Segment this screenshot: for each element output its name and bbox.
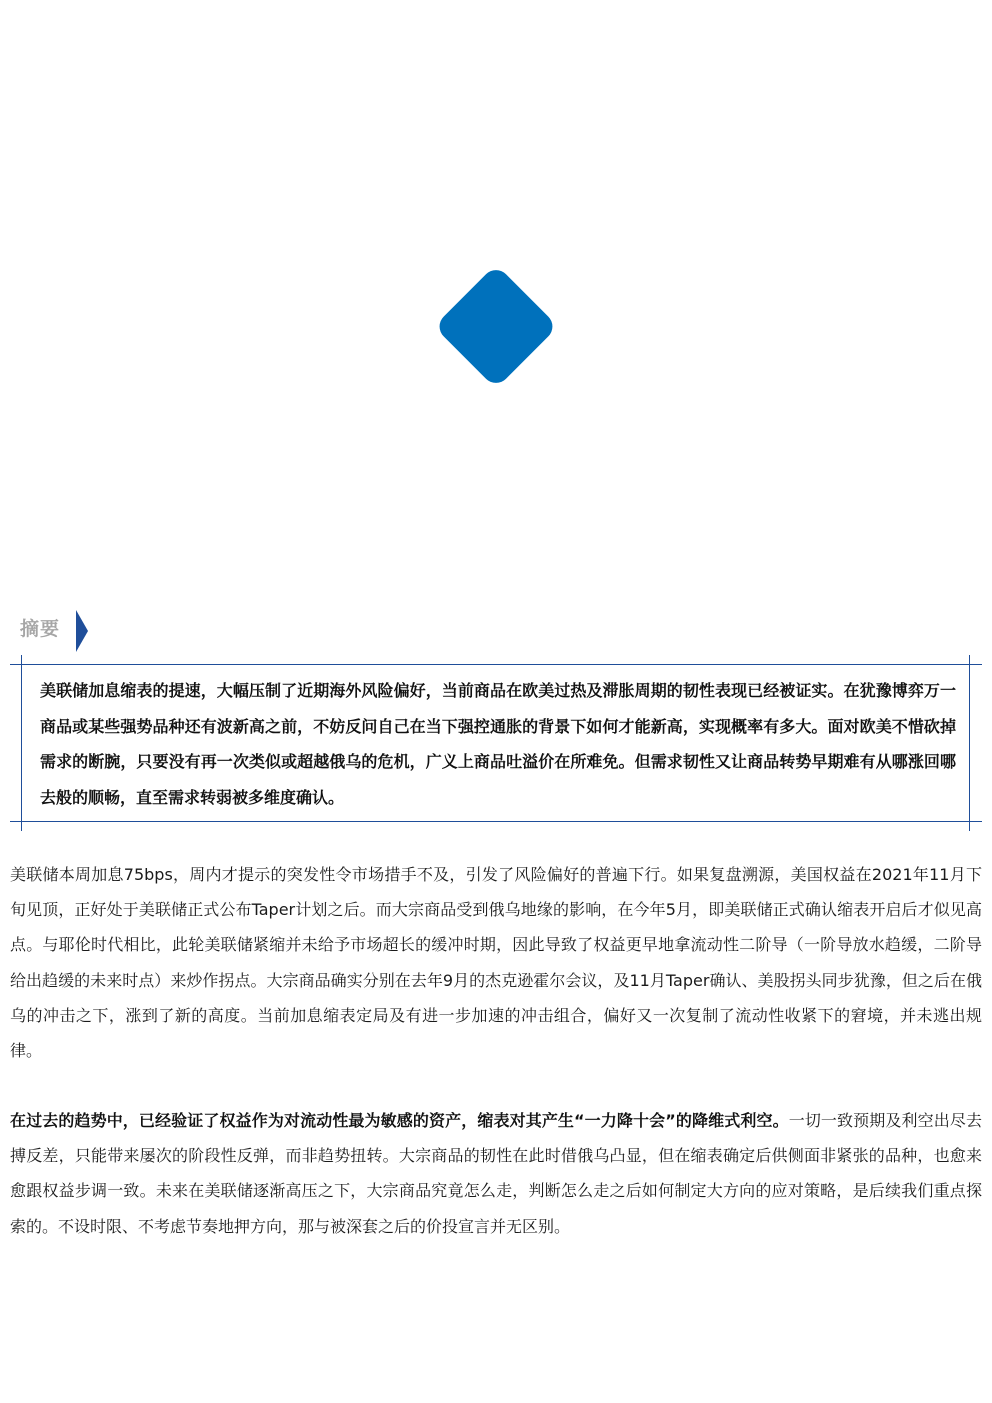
abstract-right-rule xyxy=(969,655,970,831)
abstract-label: 摘要 xyxy=(20,618,61,640)
abstract-box xyxy=(10,655,982,831)
body-paragraph-1: 美联储本周加息75bps，周内才提示的突发性令市场措手不及，引发了风险偏好的普遍下行。如果复盘溯源，美国权益在2021年11月下旬见顶，正好处于美联储正式公布Taper计划之后。而大宗商品受到俄乌地缘的影响，在今年5月，即美联储正式确认缩表开启后才似见高点。与耶伦时代相比，此轮美联储紧缩并未给予市场超长的缓冲时期，因此导致了权益更早地拿流动性二阶导（一阶导放水趋缓，二阶导给出趋缓的未来时点）来炒作拐点。大宗商品确实分别在去年9月的杰克逊霍尔会议，及11月Taper确认、美股拐头同步犹豫，但之后在俄乌的冲击之下，涨到了新的高度。当前加息缩表定局及有进一步加速的冲击组合，偏好又一次复制了流动性收紧下的窘境，并未逃出规律。 xyxy=(10,865,982,1061)
paragraph-2-emphasis: 在过去的趋势中，已经验证了权益作为对流动性最为敏感的资产，缩表对其产生“一力降十会”的降维式利空。 xyxy=(10,1111,789,1130)
body-paragraph-2 xyxy=(10,1103,982,1244)
abstract-top-rule xyxy=(10,664,982,665)
abstract-text: 美联储加息缩表的提速，大幅压制了近期海外风险偏好，当前商品在欧美过热及滞胀周期的韧性表现已经被证实。在犹豫博弈万一商品或某些强势品种还有波新高之前，不妨反问自己在当下强控通胀的背景下如何才能新高，实现概率有多大。面对欧美不惜砍掉需求的断腕，只要没有再一次类似或超越俄乌的危机，广义上商品吐溢价在所难免。但需求韧性又让商品转势早期难有从哪涨回哪去般的顺畅，直至需求转弱被多维度确认。 xyxy=(40,681,956,807)
diamond-logo-icon xyxy=(424,255,568,398)
abstract-bottom-rule xyxy=(10,821,982,822)
chevron-right-icon xyxy=(76,610,88,652)
abstract-left-rule xyxy=(21,655,22,831)
paragraph-2-text: 一切一致预期及利空出尽去搏反差，只能带来屡次的阶段性反弹，而非趋势扭转。大宗商品的韧性在此时借俄乌凸显，但在缩表确定后供侧面非紧张的品种，也愈来愈跟权益步调一致。未来在美联储逐渐高压之下，大宗商品究竟怎么走，判断怎么走之后如何制定大方向的应对策略，是后续我们重点探索的。不设时限、不考虑节奏地押方向，那与被深套之后的价投宣言并无区别。 xyxy=(10,1111,982,1236)
